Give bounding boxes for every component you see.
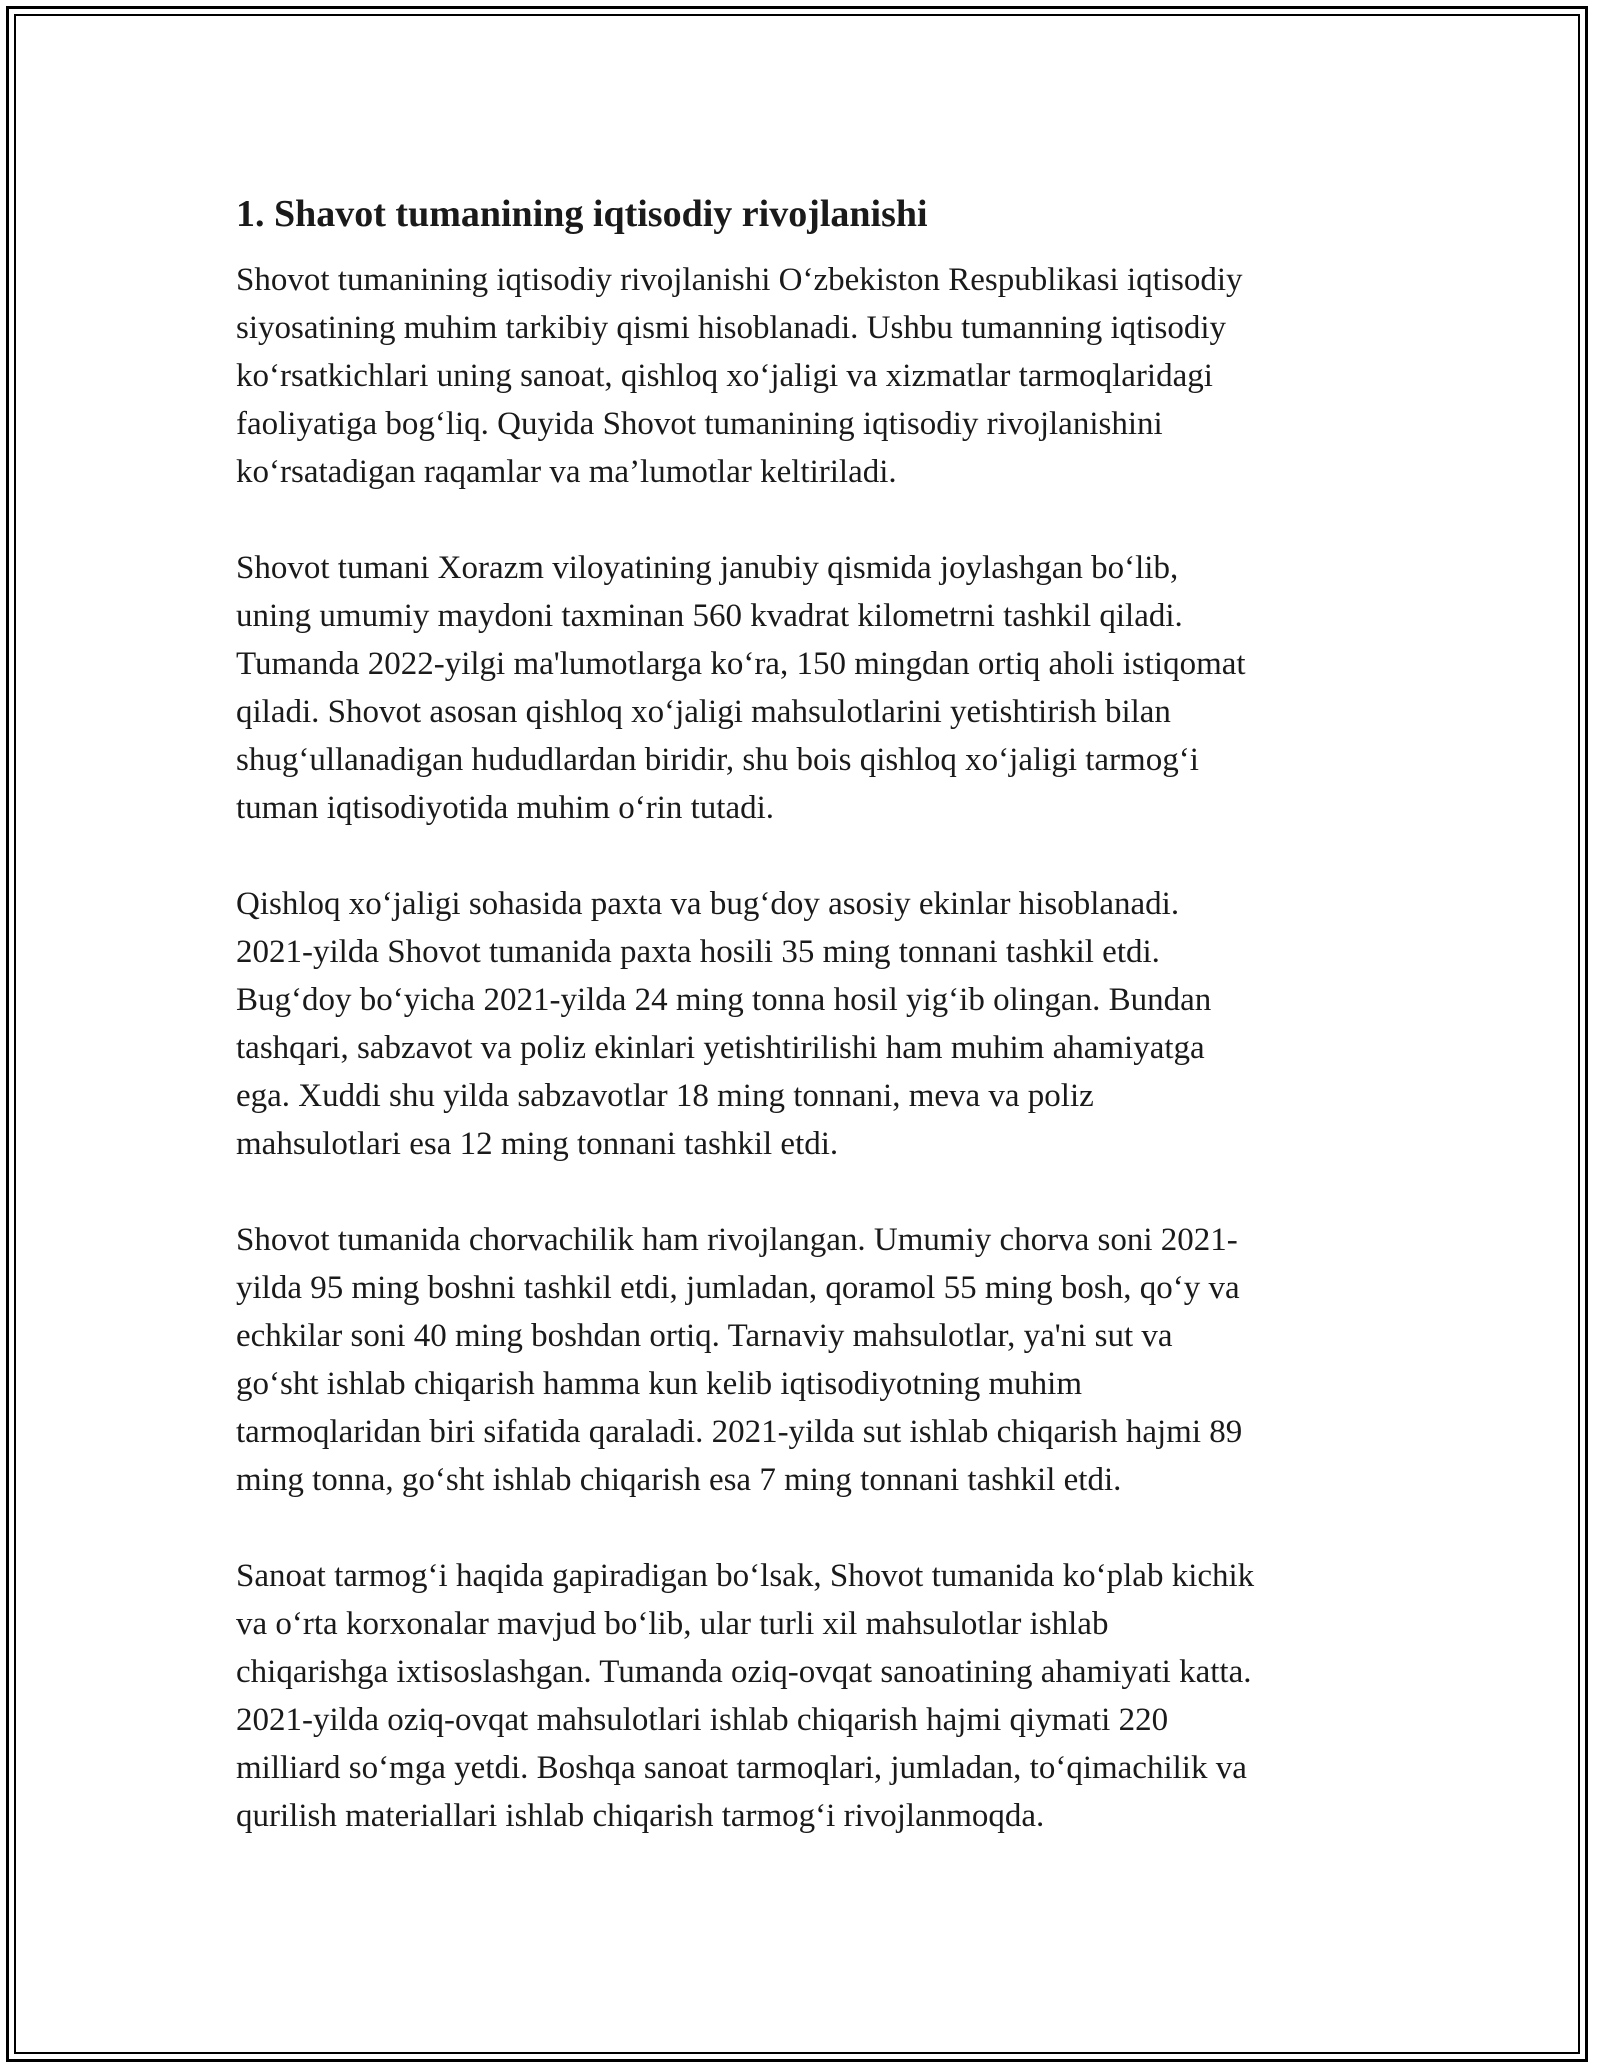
document-body — [236, 186, 1386, 1888]
paragraph-intro: Shovot tumanining iqtisodiy rivojlanishi O‘zbekiston Respublikasi iqtisodiy siyosatining muhim tarkibiy qismi hisoblanadi. Ushbu tumanning iqtisodiy ko‘rsatkichlari uning sanoat, qishloq xo‘jaligi va xizmatlar tarmoqlaridagi faoliyatiga bog‘liq. Quyida Shovot tumanining iqtisodiy rivojlanishini ko‘rsatadigan raqamlar va ma’lumotlar keltiriladi. — [236, 262, 1243, 490]
section-heading: 1. Shavot tumanining iqtisodiy rivojlanishi — [236, 193, 928, 235]
paragraph-livestock: Shovot tumanida chorvachilik ham rivojlangan. Umumiy chorva soni 2021- yilda 95 ming boshni tashkil etdi, jumladan, qoramol 55 ming bosh, qo‘y va echkilar soni 40 ming boshdan ortiq. Tarnaviy mahsulotlar, ya'ni sut va go‘sht ishlab chiqarish hamma kun kelib iqtisodiyotning muhim tarmoqlaridan biri sifatida qaraladi. 2021-yilda sut ishlab chiqarish hajmi 89 ming tonna, go‘sht ishlab chiqarish esa 7 ming tonnani tashkil etdi. — [236, 1222, 1243, 1498]
paragraph-industry: Sanoat tarmog‘i haqida gapiradigan bo‘lsak, Shovot tumanida ko‘plab kichik va o‘rta korxonalar mavjud bo‘lib, ular turli xil mahsulotlar ishlab chiqarishga ixtisoslashgan. Tumanda oziq-ovqat sanoatining ahamiyati katta. 2021-yilda oziq-ovqat mahsulotlari ishlab chiqarish hajmi qiymati 220 milliard so‘mga yetdi. Boshqa sanoat tarmoqlari, jumladan, to‘qimachilik va qurilish materiallari ishlab chiqarish tarmog‘i rivojlanmoqda. — [236, 1558, 1255, 1834]
paragraph-agriculture: Qishloq xo‘jaligi sohasida paxta va bug‘doy asosiy ekinlar hisoblanadi. 2021-yilda Shovot tumanida paxta hosili 35 ming tonnani tashkil etdi. Bug‘doy bo‘yicha 2021-yilda 24 ming tonna hosil yig‘ib olingan. Bundan tashqari, sabzavot va poliz ekinlari yetishtirilishi ham muhim ahamiyatga ega. Xuddi shu yilda sabzavotlar 18 ming tonnani, meva va poliz mahsulotlari esa 12 ming tonnani tashkil etdi. — [236, 886, 1212, 1162]
paragraph-geography: Shovot tumani Xorazm viloyatining janubiy qismida joylashgan bo‘lib, uning umumiy maydoni taxminan 560 kvadrat kilometrni tashkil qiladi. Tumanda 2022-yilgi ma'lumotlarga ko‘ra, 150 mingdan ortiq aholi istiqomat qiladi. Shovot asosan qishloq xo‘jaligi mahsulotlarini yetishtirish bilan shug‘ullanadigan hududlardan biridir, shu bois qishloq xo‘jaligi tarmog‘i tuman iqtisodiyotida muhim o‘rin tutadi. — [236, 550, 1246, 826]
